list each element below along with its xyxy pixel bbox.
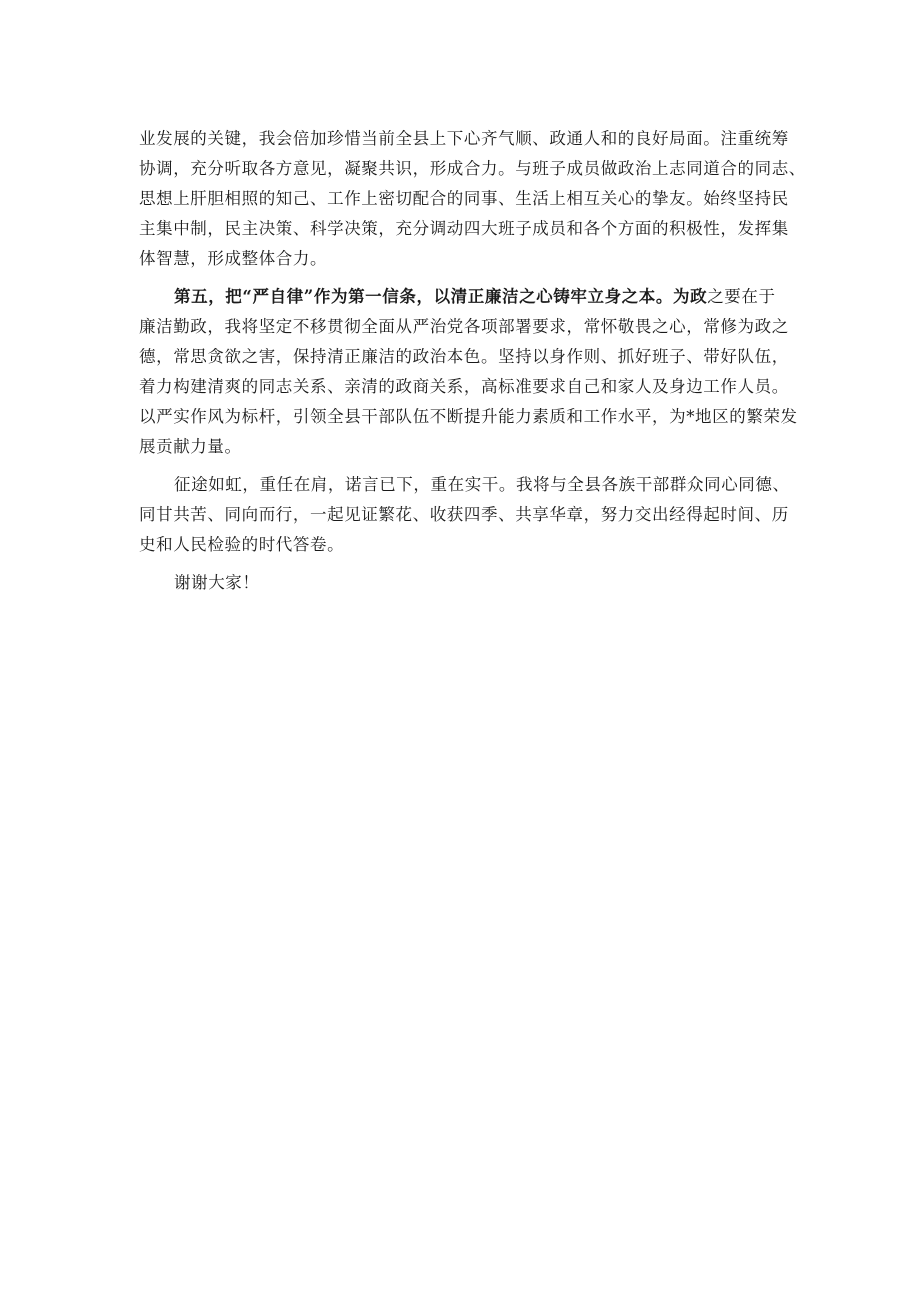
heading-continuation: 之要在于 (707, 287, 776, 306)
paragraph-thanks (139, 568, 784, 598)
text-line: 思想上肝胆相照的知己、工作上密切配合的同事、生活上相互关心的挚友。始终坚持民 (139, 189, 789, 208)
document-body (139, 124, 806, 598)
paragraph-fifth-self-discipline (139, 282, 798, 462)
text-line: 廉洁勤政，我将坚定不移贯彻全面从严治党各项部署要求，常怀敬畏之心，常修为政之 (139, 317, 789, 336)
paragraph-closing-pledge (139, 470, 790, 560)
text-line: 同甘共苦、同向而行，一起见证繁花、收获四季、共享华章，努力交出经得起时间、历 (139, 505, 789, 524)
text-line: 史和人民检验的时代答卷。 (139, 535, 345, 554)
text-line: 征途如虹，重任在肩，诺言已下，重在实干。我将与全县各族干部群众同心同德、 (174, 475, 790, 494)
text-line: 德，常思贪欲之害，保持清正廉洁的政治本色。坚持以身作则、抓好班子、带好队伍， (139, 347, 789, 366)
section-heading: 第五，把“严自律”作为第一信条，以清正廉洁之心铸牢立身之本。为政 (174, 287, 708, 306)
text-line: 主集中制，民主决策、科学决策，充分调动四大班子成员和各个方面的积极性，发挥集 (139, 219, 789, 238)
text-line: 体智慧，形成整体合力。 (139, 249, 328, 268)
text-line: 以严实作风为标杆，引领全县干部队伍不断提升能力素质和工作水平，为*地区的繁荣发 (139, 407, 798, 426)
text-line: 业发展的关键，我会倍加珍惜当前全县上下心齐气顺、政通人和的良好局面。注重统筹 (139, 129, 789, 148)
text-line: 展贡献力量。 (139, 437, 242, 456)
paragraph-leadership-unity (139, 124, 806, 274)
text-line (139, 282, 784, 312)
text-line: 协调，充分听取各方意见，凝聚共识，形成合力。与班子成员做政治上志同道合的同志、 (139, 159, 806, 178)
text-line: 着力构建清爽的同志关系、亲清的政商关系，高标准要求自己和家人及身边工作人员。 (139, 377, 789, 396)
text-line: 谢谢大家！ (174, 573, 260, 592)
